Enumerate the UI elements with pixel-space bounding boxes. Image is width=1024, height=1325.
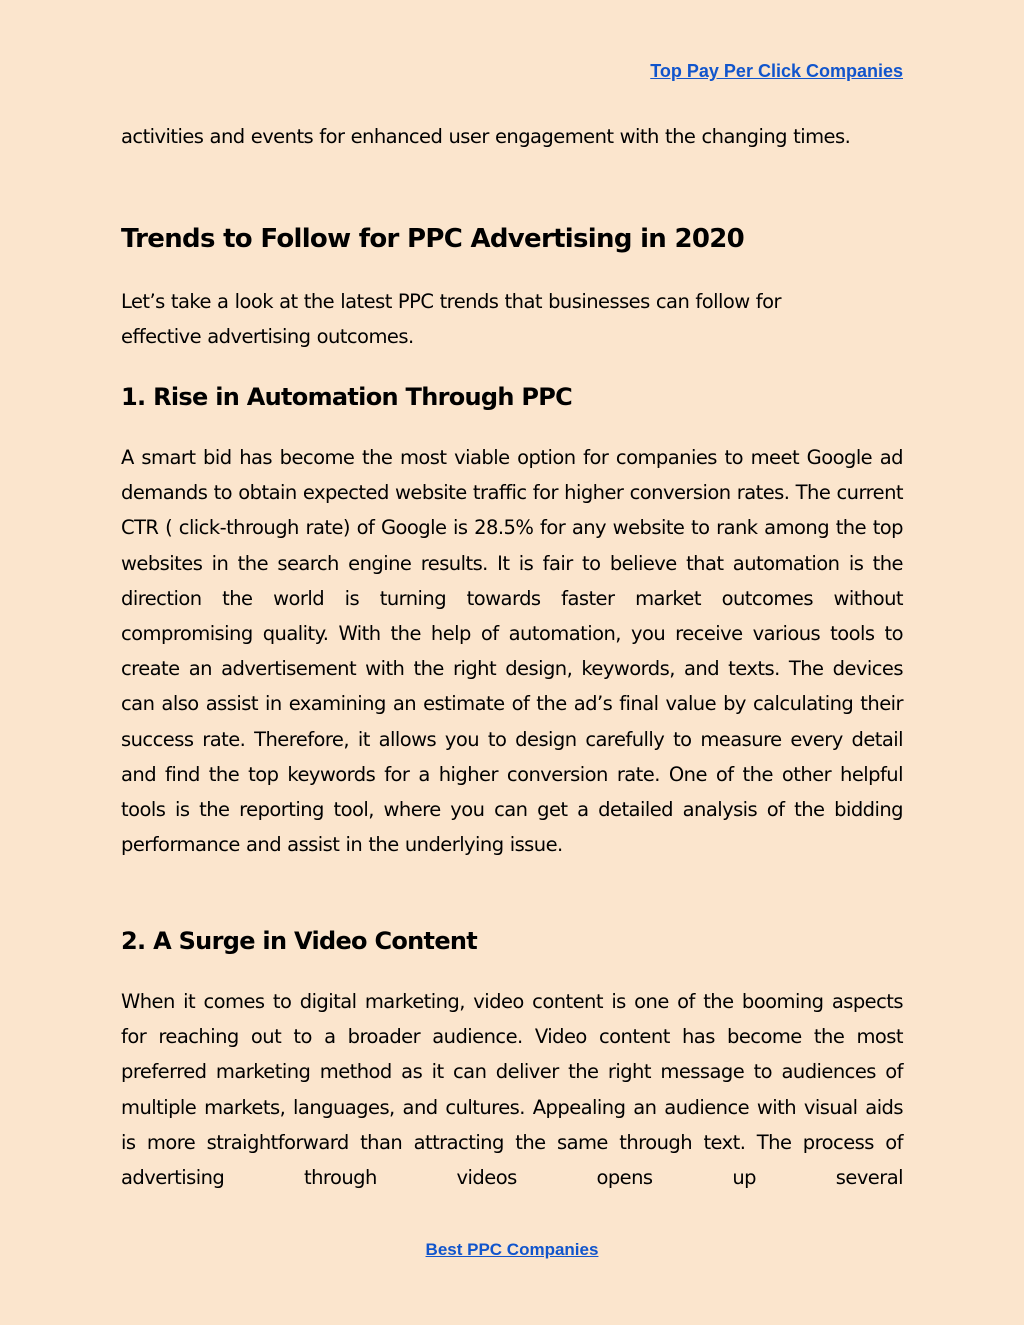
footer-link-best-ppc-companies[interactable]: Best PPC Companies — [425, 1240, 599, 1259]
intro-paragraph: Let’s take a look at the latest PPC trends that businesses can follow for effective advertising outcomes. — [121, 290, 781, 349]
header-link-top-ppc-companies[interactable]: Top Pay Per Click Companies — [650, 61, 903, 81]
section1-heading: 1. Rise in Automation Through PPC — [121, 383, 573, 411]
section2-paragraph: When it comes to digital marketing, video content is one of the booming aspects for reaching out to a broader audience. Video content has become the most preferred marketing method as it can deliver the right message to audiences of multiple markets, languages, and cultures. Appealing an audience with visual aids is more straightforward than attracting the same through text. The process of advertising through videos opens up several — [121, 990, 903, 1190]
document-page — [121, 0, 903, 1325]
intro-fragment-paragraph: activities and events for enhanced user engagement with the changing times. — [121, 125, 851, 148]
main-heading: Trends to Follow for PPC Advertising in 2020 — [121, 224, 745, 254]
section1-paragraph: A smart bid has become the most viable option for companies to meet Google ad demands to obtain expected website traffic for higher conversion rates. The current CTR ( click-through rate) of Google is 28.5% for any website to rank among the top websites in the search engine results. It is fair to believe that automation is the direction the world is turning towards faster market outcomes without compromising quality. With the help of automation, you receive various tools to create an advertisement with the right design, keywords, and texts. The devices can also assist in examining an estimate of the ad’s final value by calculating their success rate. Therefore, it allows you to design carefully to measure every detail and find the top keywords for a higher conversion rate. One of the other helpful tools is the reporting tool, where you can get a detailed analysis of the bidding performance and assist in the underlying issue. — [121, 446, 903, 857]
section2-heading: 2. A Surge in Video Content — [121, 927, 478, 955]
